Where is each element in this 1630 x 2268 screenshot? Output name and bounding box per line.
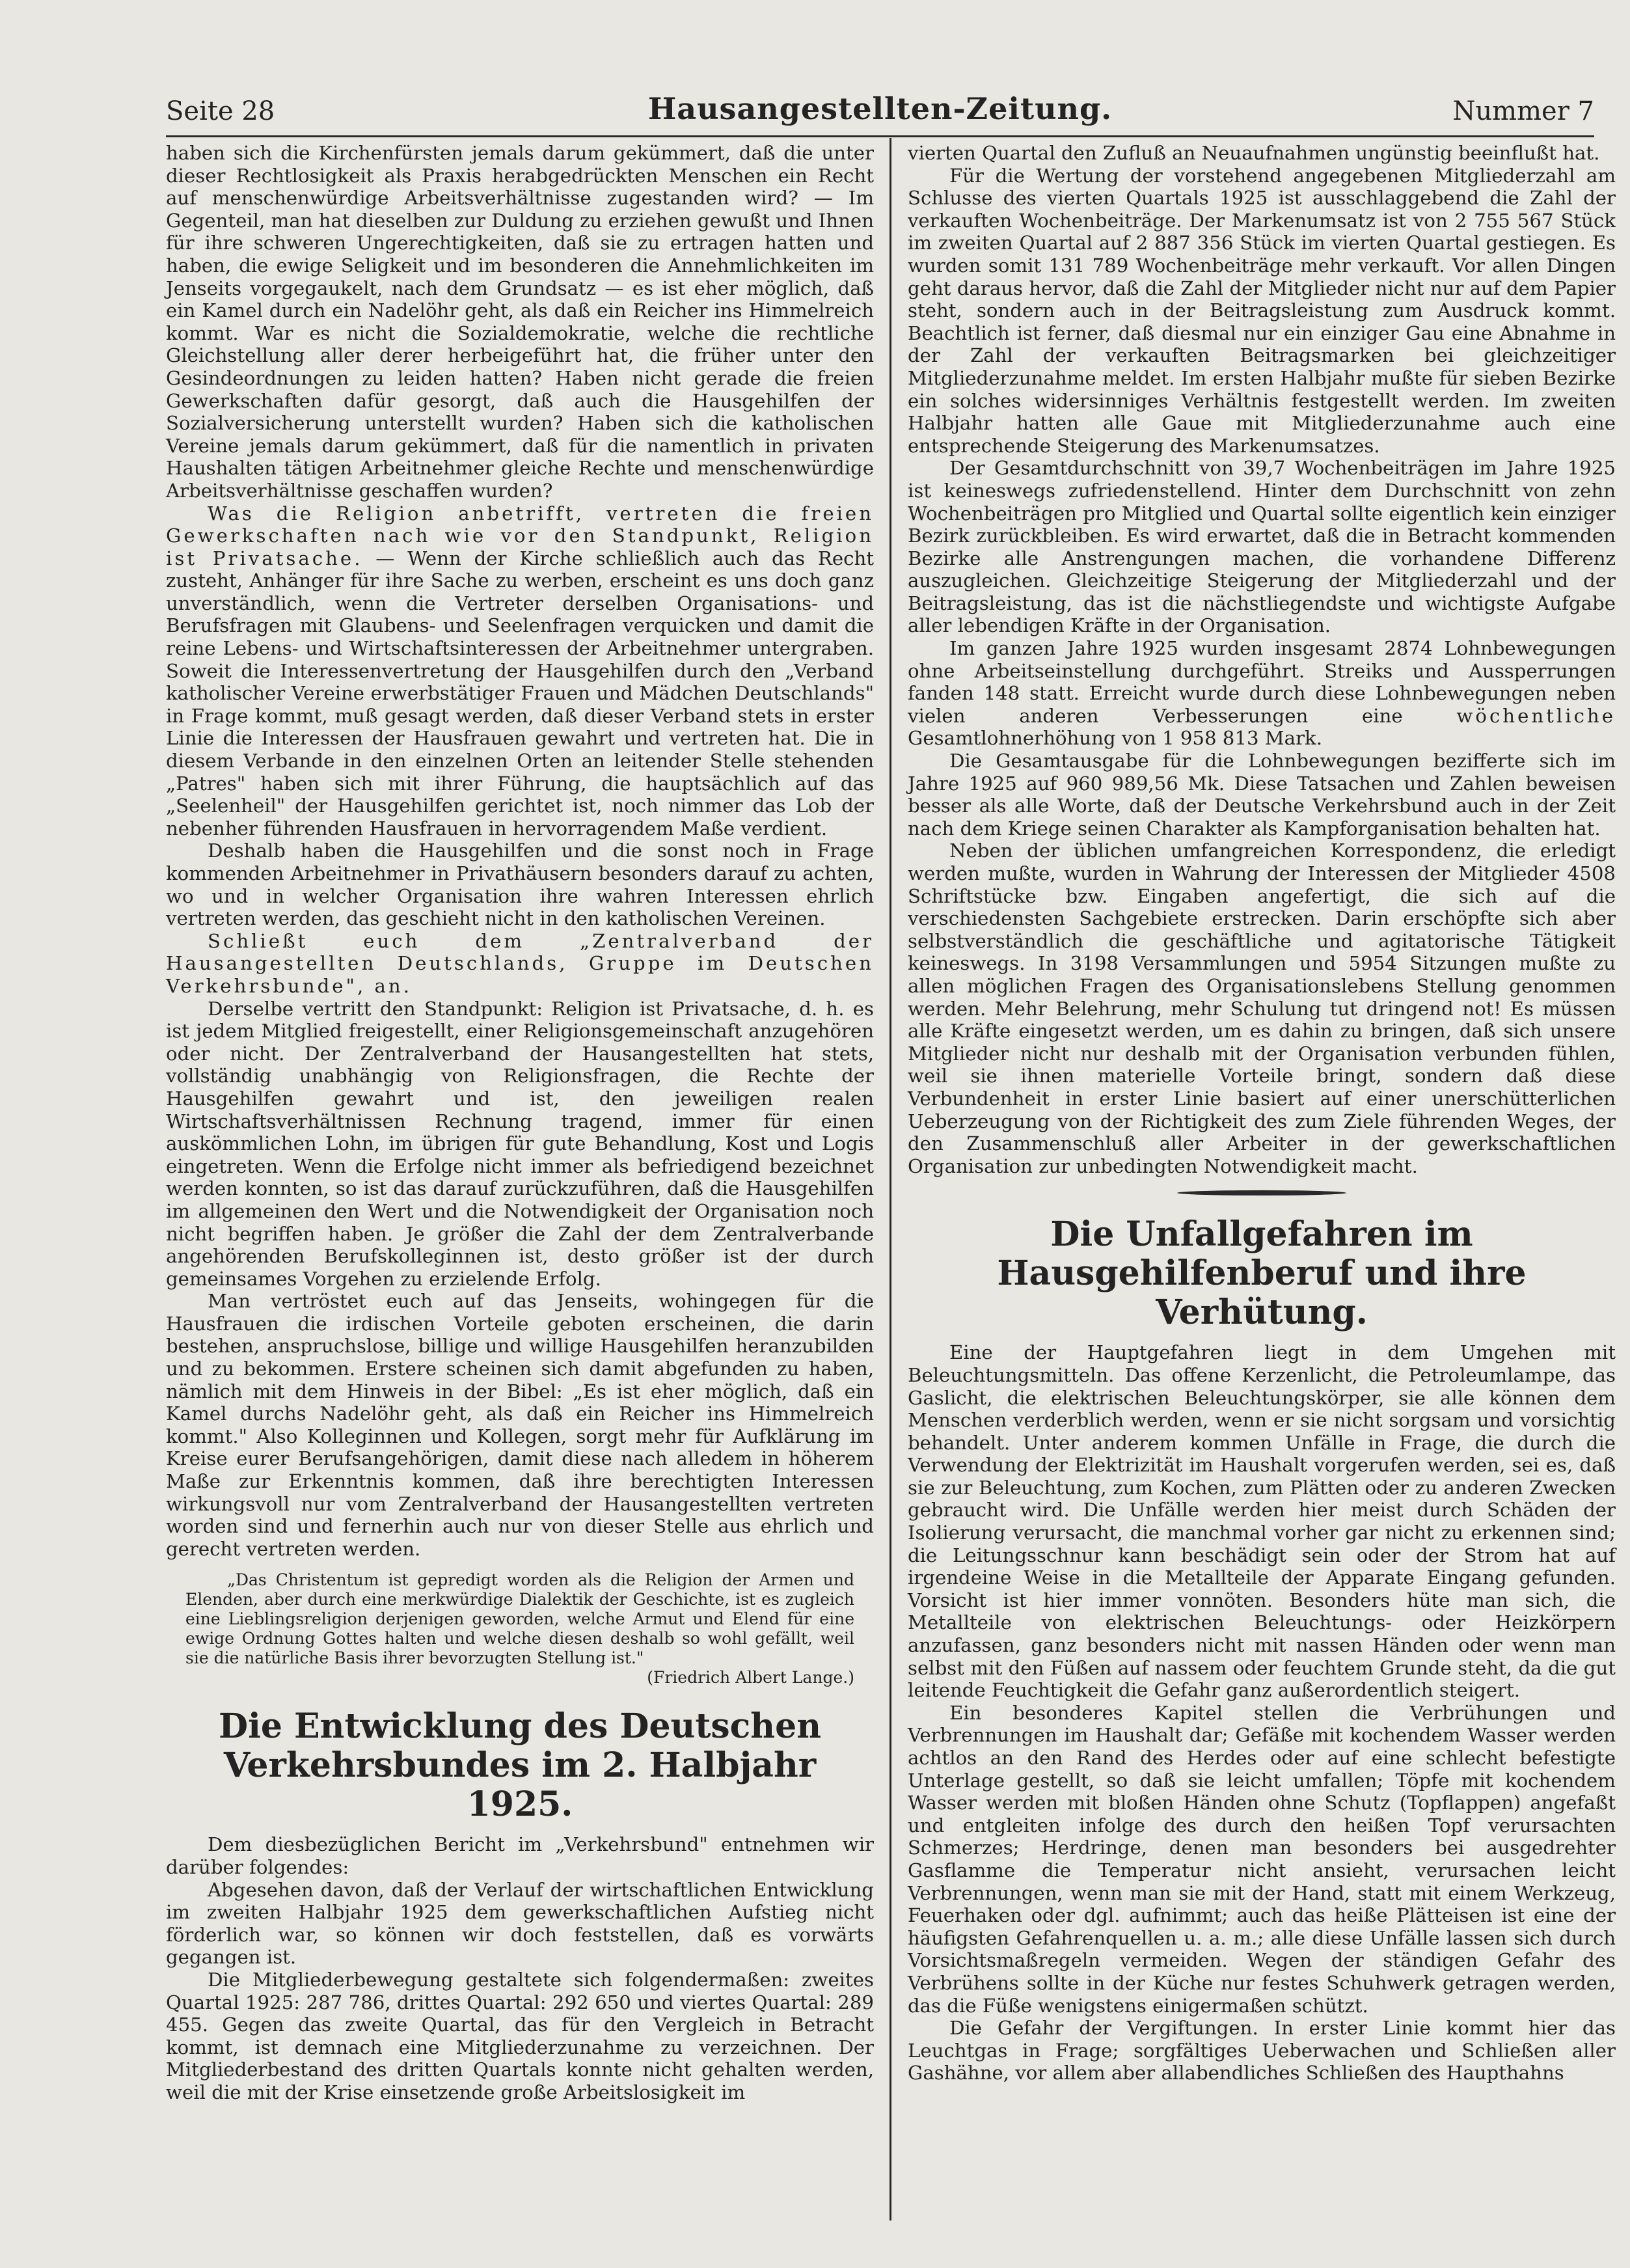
paragraph: vierten Quartal den Zufluß an Neuaufnahmen ungünstig beeinflußt hat.: [908, 142, 1600, 164]
article-heading: Die Unfallgefahren im Hausgehilfenberuf und ihre Verhütung.: [997, 1214, 1527, 1333]
header-rule: [166, 135, 1594, 137]
paragraph: Derselbe vertritt den Standpunkt: Religion ist Privatsache, d. h. es ist jedem Mitglied freigestellt, einer Religionsgemeinschaft anzugehören oder nicht. Der Zentralverband der Hausangestellten hat stets, vollständig unabhängig von Religionsfragen, die Rechte der Hausgehilfen gewahrt und ist, den jeweiligen realen Wirtschaftsverhältnissen Rechnung tragend, immer für einen auskömmlichen Lohn, im übrigen für gute Behandlung, Kost und Logis eingetreten. Wenn die Erfolge nicht immer als befriedigend bezeichnet werden konnten, so ist das darauf zurückzuführen, daß die Hausgehilfen im allgemeinen den Wert und die Notwendigkeit der Organisation noch nicht begriffen haben. Je größer die Zahl der dem Zentralverbande angehörenden Berufskolleginnen ist, desto größer ist der durch gemeinsames Vorgehen zu erzielende Erfolg.: [166, 997, 874, 1290]
paragraph: haben sich die Kirchenfürsten jemals darum gekümmert, daß die unter dieser Rechtlosigkeit als Praxis herabgedrückten Menschen ein Recht auf menschenwürdige Arbeitsverhältnisse zugestanden wird? — Im Gegenteil, man hat dieselben zur Duldung zu erziehen gewußt und Ihnen für ihre schweren Ungerechtigkeiten, daß sie zu ertragen hatten und haben, die ewige Seligkeit und im besonderen die Annehmlichkeiten im Jenseits vorgegaukelt, nach dem Grundsatz — es ist eher möglich, daß ein Kamel durch ein Nadelöhr geht, als daß ein Reicher ins Himmelreich kommt. War es nicht die Sozialdemokratie, welche die rechtliche Gleichstellung aller derer herbeigeführt hat, die früher unter den Gesindeordnungen zu leiden hatten? Haben nicht gerade die freien Gewerkschaften dafür gesorgt, daß auch die Hausgehilfen der Sozialversicherung unterstellt wurden? Haben sich die katholischen Vereine jemals darum gekümmert, daß für die namentlich in privaten Haushalten tätigen Arbeitnehmer gleiche Rechte und menschenwürdige Arbeitsverhältnisse geschaffen wurden?: [166, 142, 874, 502]
text-run: Im ganzen Jahre 1925 wurden insgesamt 2874 Lohnbewegungen ohne Arbeitseinstellung durchgeführt. Streiks und Aussperrungen fanden 148 statt. Erreicht wurde durch diese Lohnbewegungen neben vielen anderen Verbesserungen eine: [908, 637, 1616, 727]
section-divider: [1177, 1190, 1346, 1195]
paragraph: Schließt euch dem „Zentralverband der Hausangestellten Deutschlands, Gruppe im Deutschen Verkehrsbunde", an.: [166, 929, 874, 997]
issue-number: Nummer 7: [1452, 96, 1594, 126]
paragraph: [166, 502, 874, 840]
paragraph: Abgesehen davon, daß der Verlauf der wirtschaftlichen Entwicklung im zweiten Halbjahr 1925 dem gewerkschaftlichen Aufstieg nicht förderlich war, so können wir doch feststellen, daß es vorwärts gegangen ist.: [166, 1878, 874, 1969]
paragraph: Deshalb haben die Hausgehilfen und die sonst noch in Frage kommenden Arbeitnehmer in Privathäusern besonders darauf zu achten, wo und in welcher Organisation ihre wahren Interessen ehrlich vertreten werden, das geschieht nicht in den katholischen Vereinen.: [166, 840, 874, 930]
page-header: [166, 91, 1594, 130]
right-column: [908, 142, 1616, 2084]
paragraph: Die Gefahr der Vergiftungen. In erster Linie kommt hier das Leuchtgas in Frage; sorgfältiges Ueberwachen und Schließen aller Gashähne, vor allem aber allabendliches Schließen des Haupthahns: [908, 2017, 1616, 2084]
column-rule: [890, 138, 891, 2220]
text-run: Gesamtlohnerhöhung von 1 958 813 Mark.: [908, 727, 1322, 750]
article-heading: Die Entwicklung des Deutschen Verkehrsbundes im 2. Halbjahr 1925.: [219, 1706, 821, 1825]
paragraph: Für die Wertung der vorstehend angegebenen Mitgliederzahl am Schlusse des vierten Quartals 1925 ist ausschlaggebend die Zahl der verkauften Wochenbeiträge. Der Markenumsatz ist von 2 755 567 Stück im zweiten Quartal auf 2 887 356 Stück im vierten Quartal gestiegen. Es wurden somit 131 789 Wochenbeiträge mehr verkauft. Vor allen Dingen geht daraus hervor, daß die Zahl der Mitglieder nicht nur auf dem Papier steht, sondern auch in der Beitragsleistung zum Ausdruck kommt. Beachtlich ist ferner, daß diesmal nur ein einziger Gau eine Abnahme in der Zahl der verkauften Beitragsmarken bei gleichzeitiger Mitgliederzunahme meldet. Im ersten Halbjahr mußte für sieben Bezirke ein solches widersinniges Verhältnis festgestellt werden. Im zweiten Halbjahr hatten alle Gaue mit Mitgliederzunahme auch eine entsprechende Steigerung des Markenumsatzes.: [908, 164, 1616, 457]
page-number: Seite 28: [166, 96, 275, 126]
paragraph: Die Gesamtausgabe für die Lohnbewegungen bezifferte sich im Jahre 1925 auf 960 989,56 Mk. Diese Tatsachen und Zahlen beweisen besser als alle Worte, daß der Deutsche Verkehrsbund auch in der Zeit nach dem Kriege seinen Charakter als Kampforganisation behalten hat.: [908, 750, 1616, 840]
quotation: [185, 1570, 854, 1687]
paragraph: [908, 637, 1616, 750]
left-column: [166, 142, 874, 2104]
spaced-text: wöchentliche: [1456, 704, 1616, 727]
quote-text: „Das Christentum ist gepredigt worden als die Religion der Armen und Elenden, aber durch eine merkwürdige Dialektik der Geschichte, ist es zugleich eine Lieblingsreligion derjenigen geworden, welche Armut und Elend für eine ewige Ordnung Gottes halten und welche diesen deshalb so wohl gefällt, weil sie die natürliche Basis ihrer bevorzugten Stellung ist.": [185, 1570, 854, 1668]
paragraph: Ein besonderes Kapitel stellen die Verbrühungen und Verbrennungen im Haushalt dar; Gefäße mit kochendem Wasser werden achtlos an den Rand des Herdes oder auf eine schlecht befestigte Unterlage gestellt, so daß sie leicht umfallen; Töpfe mit kochendem Wasser werden mit bloßen Händen ohne Schutz (Topflappen) angefaßt und entgleiten infolge des durch den heißen Topf verursachten Schmerzes; Herdringe, denen man besonders bei ausgedrehter Gasflamme die Temperatur nicht ansieht, verursachen leicht Verbrennungen, wenn man sie mit der Hand, statt mit einem Werkzeug, Feuerhaken oder dgl. aufnimmt; auch das heiße Plätteisen ist eine der häufigsten Gefahrenquellen u. a. m.; alle diese Unfälle lassen sich durch Vorsichtsmaßregeln vermeiden. Wegen der ständigen Gefahr des Verbrühens sollte in der Küche nur festes Schuhwerk getragen werden, das die Füße wenigstens einigermaßen schützt.: [908, 1701, 1616, 2017]
paragraph: Man vertröstet euch auf das Jenseits, wohingegen für die Hausfrauen die irdischen Vorteile geboten erscheinen, die darin bestehen, anspruchslose, billige und willige Hausgehilfen heranzubilden und zu bekommen. Erstere scheinen sich damit abgefunden zu haben, nämlich mit dem Hinweis in der Bibel: „Es ist eher möglich, daß ein Kamel durchs Nadelöhr geht, als daß ein Reicher ins Himmelreich kommt." Also Kolleginnen und Kollegen, sorgt mehr für Aufklärung im Kreise eurer Berufsangehörigen, damit diese nach alledem in höherem Maße zur Erkenntnis kommen, daß ihre berechtigten Interessen wirkungsvoll nur vom Zentralverband der Hausangestellten vertreten worden sind und fernerhin auch nur von dieser Stelle aus ehrlich und gerecht vertreten werden.: [166, 1290, 874, 1560]
paragraph: Der Gesamtdurchschnitt von 39,7 Wochenbeiträgen im Jahre 1925 ist keineswegs zufriedenstellend. Hinter dem Durchschnitt von zehn Wochenbeiträgen pro Mitglied und Quartal sollte eigentlich kein einziger Bezirk zurückbleiben. Es wird erwartet, daß die in Betracht kommenden Bezirke alle Anstrengungen machen, die vorhandene Differenz auszugleichen. Gleichzeitige Steigerung der Mitgliederzahl und der Beitragsleistung, das ist die nächstliegendste und wichtigste Aufgabe aller lebendigen Kräfte in der Organisation.: [908, 457, 1616, 637]
paragraph: Neben der üblichen umfangreichen Korrespondenz, die erledigt werden mußte, wurden in Wahrung der Interessen der Mitglieder 4508 Schriftstücke bzw. Eingaben angefertigt, die sich auf die verschiedensten Sachgebiete erstrecken. Darin erschöpfte sich aber selbstverständlich die geschäftliche und agitatorische Tätigkeit keineswegs. In 3198 Versammlungen und 5954 Sitzungen mußte zu allen möglichen Fragen des Organisationslebens Stellung genommen werden. Mehr Belehrung, mehr Schulung tut dringend not! Es müssen alle Kräfte eingesetzt werden, um es dahin zu bringen, daß sich unsere Mitglieder nicht nur deshalb mit der Organisation verbunden fühlen, weil sie ihnen materielle Vorteile bringt, sondern daß diese Verbundenheit in erster Linie basiert auf einer unerschütterlichen Ueberzeugung von der Richtigkeit des zum Ziele führenden Weges, der den Zusammenschluß aller Arbeiter in der gewerkschaftlichen Organisation zur unbedingten Notwendigkeit macht.: [908, 840, 1616, 1177]
newspaper-title: Hausangestellten-Zeitung.: [647, 91, 1113, 126]
paragraph: Eine der Hauptgefahren liegt in dem Umgehen mit Beleuchtungsmitteln. Das offene Kerzenlicht, die Petroleumlampe, das Gaslicht, die elektrischen Beleuchtungskörper, sie alle können dem Menschen verderblich werden, wenn er sie nicht sorgsam und vorsichtig behandelt. Unter anderem kommen Unfälle in Frage, die durch die Verwendung der Elektrizität im Haushalt vorgerufen werden, sei es, daß sie zur Beleuchtung, zum Kochen, zum Plätten oder zu anderen Zwecken gebraucht wird. Die Unfälle werden hier meist durch Schäden der Isolierung verursacht, die manchmal vorher gar nicht zu erkennen sind; die Leitungsschnur kann beschädigt sein oder der Strom hat auf irgendeine Weise in die Metallteile der Apparate Eingang gefunden. Vorsicht ist hier immer vonnöten. Besonders hüte man sich, die Metallteile von elektrischen Beleuchtungs- oder Heizkörpern anzufassen, ganz besonders nicht mit nassen Händen oder wenn man selbst mit den Füßen auf nassem oder feuchtem Grunde steht, da die gut leitende Feuchtigkeit die Gefahr ganz außerordentlich steigert.: [908, 1341, 1616, 1702]
paragraph: Die Mitgliederbewegung gestaltete sich folgendermaßen: zweites Quartal 1925: 287 786, drittes Quartal: 292 650 und viertes Quartal: 289 455. Gegen das zweite Quartal, das für den Vergleich in Betracht kommt, ist demnach eine Mitgliederzunahme zu verzeichnen. Der Mitgliederbestand des dritten Quartals konnte nicht gehalten werden, weil die mit der Krise einsetzende große Arbeitslosigkeit im: [166, 1968, 874, 2103]
spaced-text: Was die Religion anbetrifft, vertreten die freien Gewerkschaften nach wie vor den Standpunkt, Religion ist Privatsache.: [166, 502, 874, 569]
quote-source: (Friedrich Albert Lange.): [647, 1668, 854, 1687]
paragraph: Dem diesbezüglichen Bericht im „Verkehrsbund" entnehmen wir darüber folgendes:: [166, 1833, 874, 1878]
text-run: — Wenn der Kirche schließlich auch das Recht zusteht, Anhänger für ihre Sache zu werben, erscheint es uns doch ganz unverständlich, wenn die Vertreter derselben Organisations- und Berufsfragen mit Glaubens- und Seelenfragen verquicken und damit die reine Lebens- und Wirtschaftsinteressen der Arbeitnehmer untergraben. Soweit die Interessenvertretung der Hausgehilfen durch den „Verband katholischer Vereine erwerbstätiger Frauen und Mädchen Deutschlands" in Frage kommt, muß gesagt werden, daß dieser Verband stets in erster Linie die Interessen der Hausfrauen gewahrt und vertreten hat. Die in diesem Verbande in den einzelnen Orten an leitender Stelle stehenden „Patres" haben sich mit ihrer Führung, die hauptsächlich auf das „Seelenheil" der Hausgehilfen gerichtet ist, noch nimmer das Lob der nebenher führenden Hausfrauen in hervorragendem Maße verdient.: [166, 547, 874, 840]
